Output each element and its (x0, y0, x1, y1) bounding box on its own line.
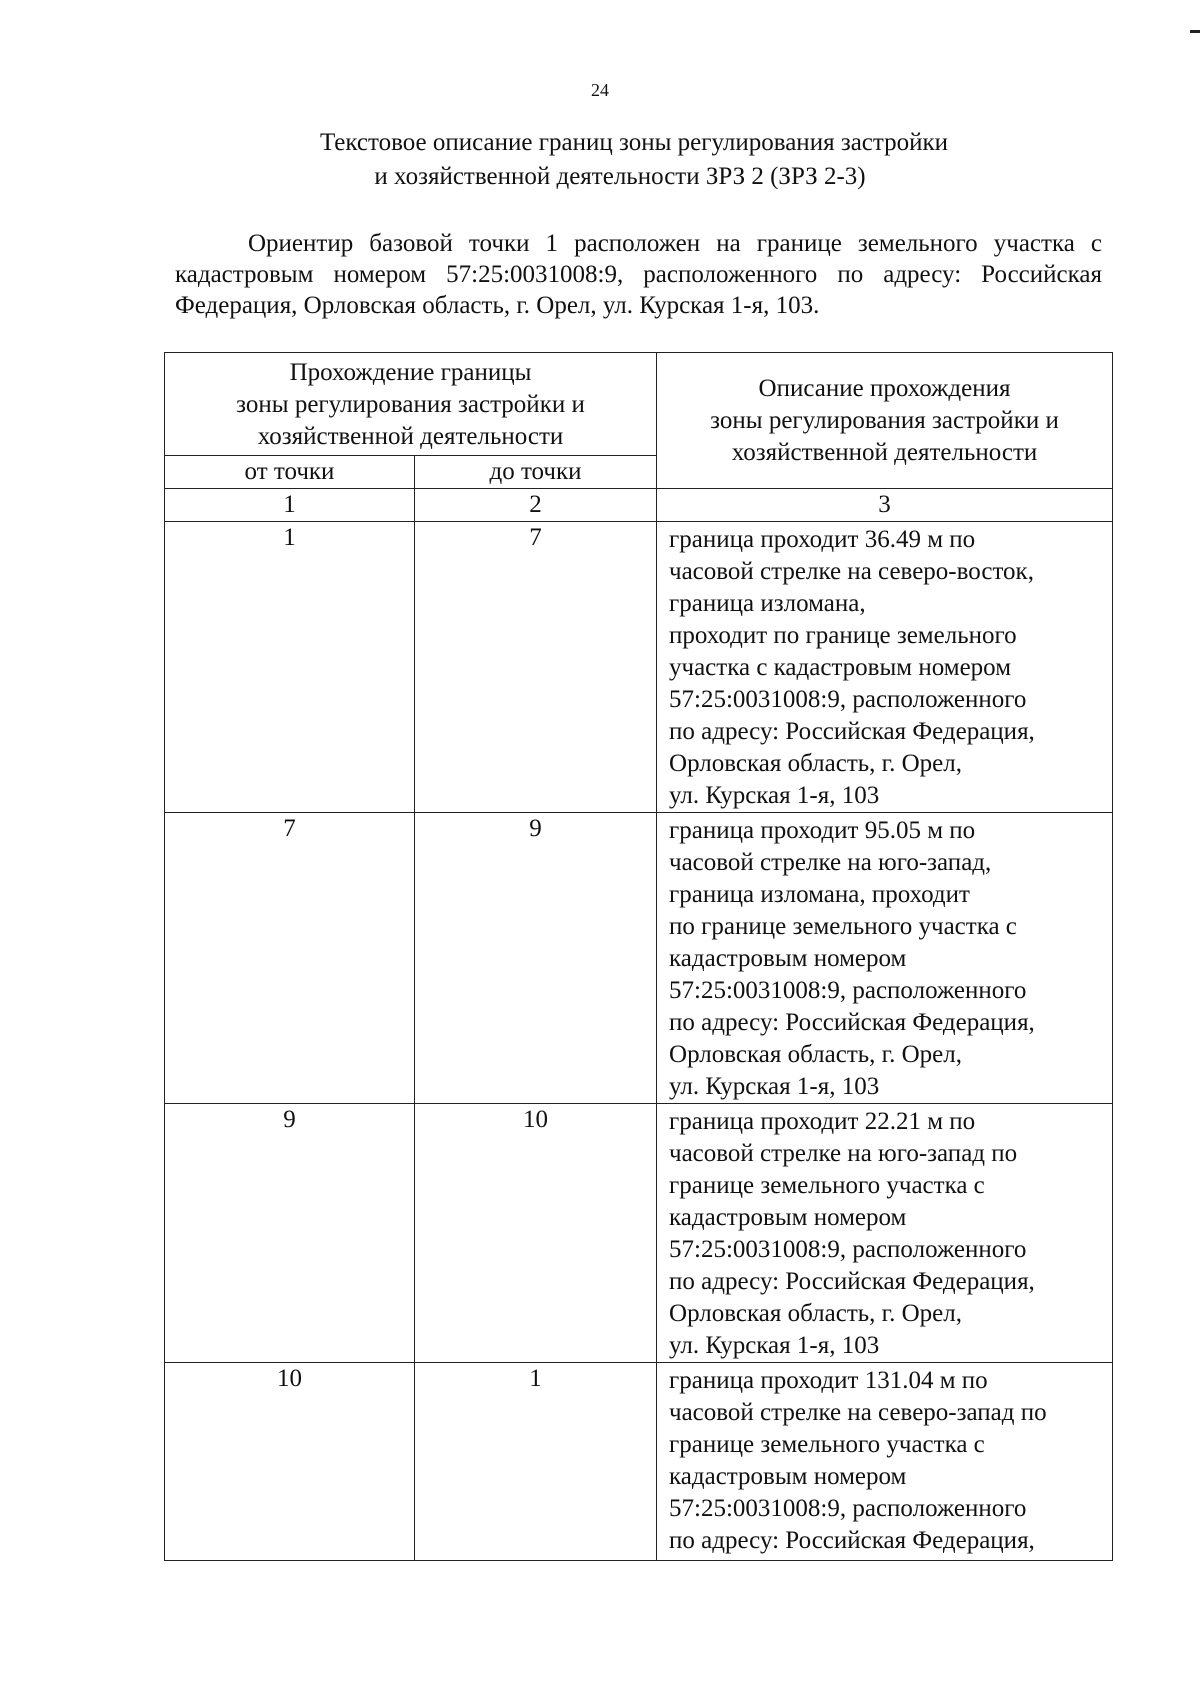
column-number-1: 1 (165, 489, 415, 522)
row-to-point: 9 (415, 813, 657, 1104)
row-description: граница проходит 36.49 м по часовой стрелке на северо-восток, граница изломана, проходит по границе земельного участка с кадастровым номером 57:25:0031008:9, расположенного по адресу: Российская Федерация, Орловская область, г. Орел, ул. Курская 1-я, 103 (657, 522, 1113, 813)
column-number-3: 3 (657, 489, 1113, 522)
header-passage: Прохождение границы зоны регулирования застройки и хозяйственной деятельности (165, 353, 657, 456)
row-description: граница проходит 131.04 м по часовой стрелке на северо-запад по границе земельного участка с кадастровым номером 57:25:0031008:9, расположенного по адресу: Российская Федерация, (657, 1363, 1113, 1561)
page-number: 24 (591, 80, 609, 100)
row-to-point: 7 (415, 522, 657, 813)
header-to-point: до точки (415, 456, 657, 489)
scan-corner-mark (1190, 30, 1200, 33)
row-to-point: 10 (415, 1104, 657, 1363)
row-from-point: 1 (165, 522, 415, 813)
row-from-point: 10 (165, 1363, 415, 1561)
table-row (165, 1104, 1113, 1363)
row-from-point: 7 (165, 813, 415, 1104)
table-row (165, 522, 1113, 813)
column-number-2: 2 (415, 489, 657, 522)
boundary-table (164, 352, 1113, 1561)
header-from-point: от точки (165, 456, 415, 489)
row-from-point: 9 (165, 1104, 415, 1363)
row-to-point: 1 (415, 1363, 657, 1561)
header-description: Описание прохождения зоны регулирования застройки и хозяйственной деятельности (657, 353, 1113, 489)
table-row (165, 1363, 1113, 1561)
table-row (165, 813, 1113, 1104)
intro-paragraph: Ориентир базовой точки 1 расположен на границе земельного участка с кадастровым номером 57:25:0031008:9, расположенного по адресу: Российская Федерация, Орловская область, г. Орел, ул. Курская 1-я, 103. (175, 230, 1102, 319)
document-title (0, 126, 1200, 194)
title-line-1: Текстовое описание границ зоны регулирования застройки (319, 129, 949, 156)
title-line-2: и хозяйственной деятельности ЗРЗ 2 (ЗРЗ 2-3) (374, 163, 866, 190)
row-description: граница проходит 22.21 м по часовой стрелке на юго-запад по границе земельного участка с кадастровым номером 57:25:0031008:9, расположенного по адресу: Российская Федерация, Орловская область, г. Орел, ул. Курская 1-я, 103 (657, 1104, 1113, 1363)
row-description: граница проходит 95.05 м по часовой стрелке на юго-запад, граница изломана, проходит по границе земельного участка с кадастровым номером 57:25:0031008:9, расположенного по адресу: Российская Федерация, Орловская область, г. Орел, ул. Курская 1-я, 103 (657, 813, 1113, 1104)
